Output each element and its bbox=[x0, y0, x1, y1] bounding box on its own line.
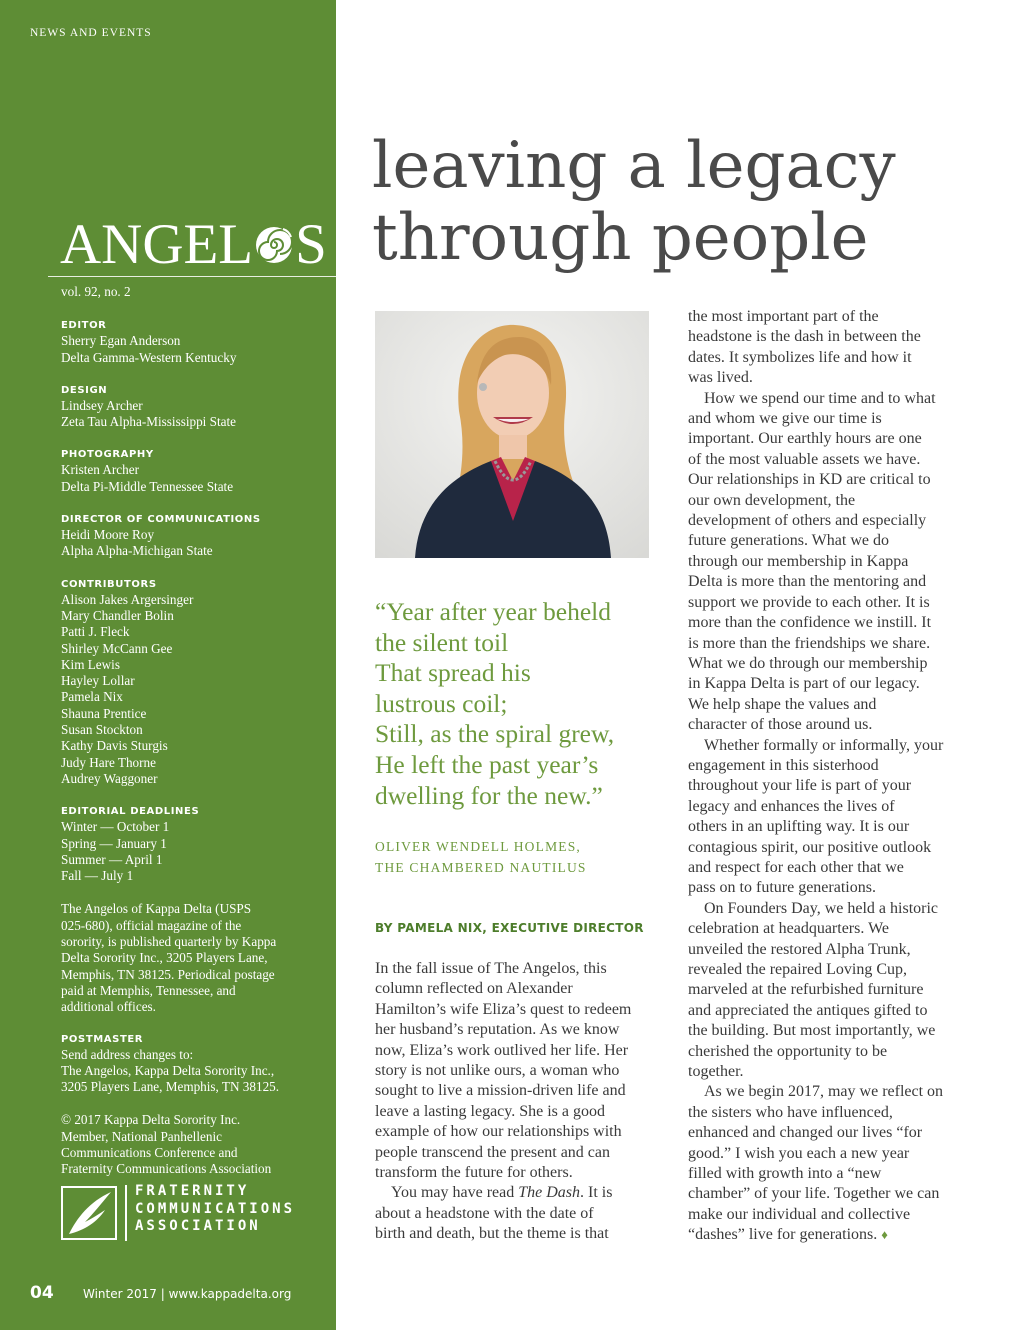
credit-line: Delta Pi-Middle Tennessee State bbox=[61, 478, 234, 494]
book-title: The Dash bbox=[518, 1184, 581, 1202]
end-mark-icon: ♦ bbox=[881, 1227, 888, 1243]
quote-line: the silent toil bbox=[375, 627, 509, 657]
fca-logo bbox=[61, 1185, 301, 1243]
statement-line: paid at Memphis, Tennessee, and bbox=[61, 982, 236, 998]
contributor-name: Hayley Lollar bbox=[61, 673, 135, 689]
quote-attribution bbox=[375, 837, 587, 878]
contributor-name: Kathy Davis Sturgis bbox=[61, 738, 168, 754]
statement-line: 025-680), official magazine of the bbox=[61, 917, 242, 933]
masthead-credits bbox=[61, 284, 323, 1178]
quote-line: He left the past year’s bbox=[375, 749, 599, 779]
deadline-line: Spring — January 1 bbox=[61, 835, 167, 851]
body-line: legacy and enhances the lives of bbox=[688, 797, 895, 815]
publication-statement bbox=[61, 901, 323, 1015]
logo-divider bbox=[125, 1185, 127, 1241]
headline-line: through people bbox=[372, 201, 869, 275]
body-line: of the most valuable assets we have. bbox=[688, 450, 921, 468]
editor-credit bbox=[61, 318, 323, 366]
article-column-1 bbox=[375, 959, 655, 1245]
article-headline bbox=[372, 130, 1012, 274]
credit-line: Alpha Alpha-Michigan State bbox=[61, 543, 213, 559]
credit-label: EDITOR bbox=[61, 320, 107, 332]
contributors-credit bbox=[61, 577, 323, 788]
credit-label: POSTMASTER bbox=[61, 1033, 144, 1045]
design-credit bbox=[61, 383, 323, 431]
deadline-line: Winter — October 1 bbox=[61, 819, 170, 835]
credit-line: Lindsey Archer bbox=[61, 397, 143, 413]
postmaster-line: Send address changes to: bbox=[61, 1046, 194, 1062]
body-line: people transcend the present and can bbox=[375, 1143, 611, 1161]
author-portrait bbox=[375, 311, 649, 558]
credit-line: Sherry Egan Anderson bbox=[61, 333, 181, 349]
page-number: 04 bbox=[30, 1283, 54, 1303]
body-line: character of those around us. bbox=[688, 716, 873, 734]
fca-line: FRATERNITY bbox=[135, 1183, 250, 1199]
body-line: marveled at the refurbished furniture bbox=[688, 981, 924, 999]
body-line: transform the future for others. bbox=[375, 1164, 573, 1182]
credit-line: Kristen Archer bbox=[61, 462, 139, 478]
section-label: NEWS AND EVENTS bbox=[30, 27, 152, 39]
body-line: the sisters who have influenced, bbox=[688, 1103, 893, 1121]
contributor-name: Shauna Prentice bbox=[61, 705, 147, 721]
body-line: now, Eliza’s work outlived her life. Her bbox=[375, 1041, 629, 1059]
magazine-logo bbox=[60, 212, 327, 278]
body-line: We help shape the values and bbox=[688, 695, 877, 713]
body-line: was lived. bbox=[688, 369, 753, 387]
body-line: through our membership in Kappa bbox=[688, 552, 909, 570]
body-line: story is not unlike ours, a woman who bbox=[375, 1062, 620, 1080]
statement-line: additional offices. bbox=[61, 999, 156, 1015]
body-line: together. bbox=[688, 1063, 744, 1081]
credit-label: DESIGN bbox=[61, 384, 108, 396]
body-line bbox=[688, 1225, 978, 1245]
deadline-line: Fall — July 1 bbox=[61, 868, 134, 884]
body-line: headstone is the dash in between the bbox=[688, 328, 921, 346]
credit-line: Heidi Moore Roy bbox=[61, 527, 155, 543]
fca-line: COMMUNICATIONS bbox=[135, 1200, 296, 1217]
contributor-name: Susan Stockton bbox=[61, 722, 143, 738]
postmaster-line: 3205 Players Lane, Memphis, TN 38125. bbox=[61, 1079, 280, 1095]
body-line: birth and death, but the theme is that bbox=[375, 1225, 609, 1243]
contributor-name: Patti J. Fleck bbox=[61, 624, 130, 640]
body-line: leave a lasting legacy. She is a good bbox=[375, 1102, 605, 1120]
body-line: On Founders Day, we held a historic bbox=[704, 899, 939, 917]
contributor-name: Mary Chandler Bolin bbox=[61, 607, 174, 623]
contributor-name: Judy Hare Thorne bbox=[61, 754, 156, 770]
deadlines-credit bbox=[61, 804, 323, 884]
body-line: unveiled the restored Alpha Trunk, bbox=[688, 940, 911, 958]
body-line: about a headstone with the date of bbox=[375, 1204, 594, 1222]
body-text: You may have read bbox=[391, 1184, 519, 1202]
body-line: As we begin 2017, may we reflect on bbox=[704, 1083, 944, 1101]
quote-line: dwelling for the new.” bbox=[375, 780, 603, 810]
body-line: celebration at headquarters. We bbox=[688, 920, 889, 938]
copyright-line: Fraternity Communications Association bbox=[61, 1161, 272, 1177]
statement-line: Memphis, TN 38125. Periodical postage bbox=[61, 966, 275, 982]
body-line: Delta is more than the mentoring and bbox=[688, 573, 927, 591]
body-line: make our individual and collective bbox=[688, 1205, 911, 1223]
credit-label: CONTRIBUTORS bbox=[61, 578, 157, 590]
quote-line: lustrous coil; bbox=[375, 688, 508, 718]
body-line: important. Our earthly hours are one bbox=[688, 430, 922, 448]
pull-quote bbox=[375, 597, 675, 811]
quill-icon bbox=[61, 1186, 117, 1240]
director-credit bbox=[61, 512, 323, 560]
postmaster-credit bbox=[61, 1032, 323, 1096]
body-line: pass on to future generations. bbox=[688, 879, 876, 897]
body-line: chamber” of your life. Together we can bbox=[688, 1185, 940, 1203]
copyright-line: © 2017 Kappa Delta Sorority Inc. bbox=[61, 1112, 241, 1128]
body-line: enhanced and changed our lives “for bbox=[688, 1124, 923, 1142]
body-line: support we provide to each other. It is bbox=[688, 593, 930, 611]
statement-line: The Angelos of Kappa Delta (USPS bbox=[61, 901, 252, 917]
body-text: . It is bbox=[580, 1184, 613, 1202]
nautilus-icon bbox=[253, 220, 295, 266]
article-column-2 bbox=[688, 307, 978, 1246]
fca-wordmark bbox=[135, 1183, 295, 1236]
headline-line: leaving a legacy bbox=[372, 129, 896, 203]
credit-line: Delta Gamma-Western Kentucky bbox=[61, 349, 237, 365]
deadline-line: Summer — April 1 bbox=[61, 851, 163, 867]
statement-line: sorority, is published quarterly by Kappa bbox=[61, 934, 277, 950]
body-line: contagious spirit, our positive outlook bbox=[688, 838, 932, 856]
magazine-name-prefix: ANGEL bbox=[60, 213, 254, 276]
body-line: What we do through our membership bbox=[688, 654, 928, 672]
article-byline: BY PAMELA NIX, EXECUTIVE DIRECTOR bbox=[375, 921, 644, 935]
contributor-name: Audrey Waggoner bbox=[61, 770, 158, 786]
body-line: In the fall issue of The Angelos, this bbox=[375, 960, 607, 977]
body-line: filled with growth into a “new bbox=[688, 1165, 882, 1183]
body-line: engagement in this sisterhood bbox=[688, 756, 879, 774]
body-line: good.” I wish you each a new year bbox=[688, 1144, 910, 1162]
quote-line: Still, as the spiral grew, bbox=[375, 719, 615, 749]
fca-line: ASSOCIATION bbox=[135, 1218, 261, 1234]
body-line: and appreciated the antiques gifted to bbox=[688, 1001, 928, 1019]
body-line: others in an uplifting way. It is our bbox=[688, 818, 910, 836]
body-line: is more than the friendships we share. bbox=[688, 634, 931, 652]
body-line: How we spend our time and to what bbox=[704, 389, 936, 407]
page-footer: Winter 2017 | www.kappadelta.org bbox=[83, 1287, 292, 1301]
credit-label: PHOTOGRAPHY bbox=[61, 449, 154, 461]
copyright-notice bbox=[61, 1112, 323, 1177]
body-line: and whom we give our time is bbox=[688, 410, 882, 428]
body-line: dates. It symbolizes life and how it bbox=[688, 348, 912, 366]
body-line: development of others and especially bbox=[688, 512, 927, 530]
body-line: the most important part of the bbox=[688, 308, 879, 325]
body-text: “dashes” live for generations. bbox=[688, 1226, 878, 1244]
copyright-line: Communications Conference and bbox=[61, 1144, 238, 1160]
body-line: cherished the opportunity to be bbox=[688, 1042, 888, 1060]
credit-line: Zeta Tau Alpha-Mississippi State bbox=[61, 414, 237, 430]
contributor-name: Shirley McCann Gee bbox=[61, 640, 173, 656]
body-line: the building. But most importantly, we bbox=[688, 1022, 936, 1040]
body-line: Whether formally or informally, your bbox=[704, 736, 944, 754]
body-line: column reflected on Alexander bbox=[375, 980, 573, 998]
body-line bbox=[375, 1183, 655, 1203]
body-line: more than the confidence we instill. It bbox=[688, 614, 932, 632]
quote-line: “Year after year beheld bbox=[375, 597, 611, 626]
body-line: sought to live a mission-driven life and bbox=[375, 1082, 626, 1100]
attribution-line: OLIVER WENDELL HOLMES, bbox=[375, 839, 582, 854]
issue-number: vol. 92, no. 2 bbox=[61, 284, 131, 299]
body-line: throughout your life is part of your bbox=[688, 777, 912, 795]
body-line: future generations. What we do bbox=[688, 532, 889, 550]
contributor-name: Kim Lewis bbox=[61, 656, 120, 672]
body-line: Hamilton’s wife Eliza’s quest to redeem bbox=[375, 1000, 632, 1018]
masthead-sidebar bbox=[0, 0, 336, 1330]
attribution-line: THE CHAMBERED NAUTILUS bbox=[375, 859, 587, 875]
body-line: example of how our relationships with bbox=[375, 1123, 622, 1141]
postmaster-line: The Angelos, Kappa Delta Sorority Inc., bbox=[61, 1062, 275, 1078]
contributor-name: Alison Jakes Argersinger bbox=[61, 591, 194, 607]
quote-line: That spread his bbox=[375, 658, 531, 688]
body-line: and respect for each other that we bbox=[688, 858, 904, 876]
copyright-line: Member, National Panhellenic bbox=[61, 1128, 222, 1144]
body-line: our own development, the bbox=[688, 491, 856, 509]
contributor-name: Pamela Nix bbox=[61, 689, 123, 705]
photography-credit bbox=[61, 447, 323, 495]
body-line: revealed the repaired Loving Cup, bbox=[688, 961, 908, 978]
body-line: her husband’s reputation. As we know bbox=[375, 1021, 620, 1039]
magazine-name-suffix: S bbox=[295, 213, 327, 276]
statement-line: Delta Sorority Inc., 3205 Players Lane, bbox=[61, 950, 268, 966]
body-line: in Kappa Delta is part of our legacy. bbox=[688, 675, 920, 693]
masthead-divider bbox=[48, 276, 336, 277]
credit-label: DIRECTOR OF COMMUNICATIONS bbox=[61, 514, 261, 526]
credit-label: EDITORIAL DEADLINES bbox=[61, 806, 200, 818]
body-line: Our relationships in KD are critical to bbox=[688, 471, 931, 489]
